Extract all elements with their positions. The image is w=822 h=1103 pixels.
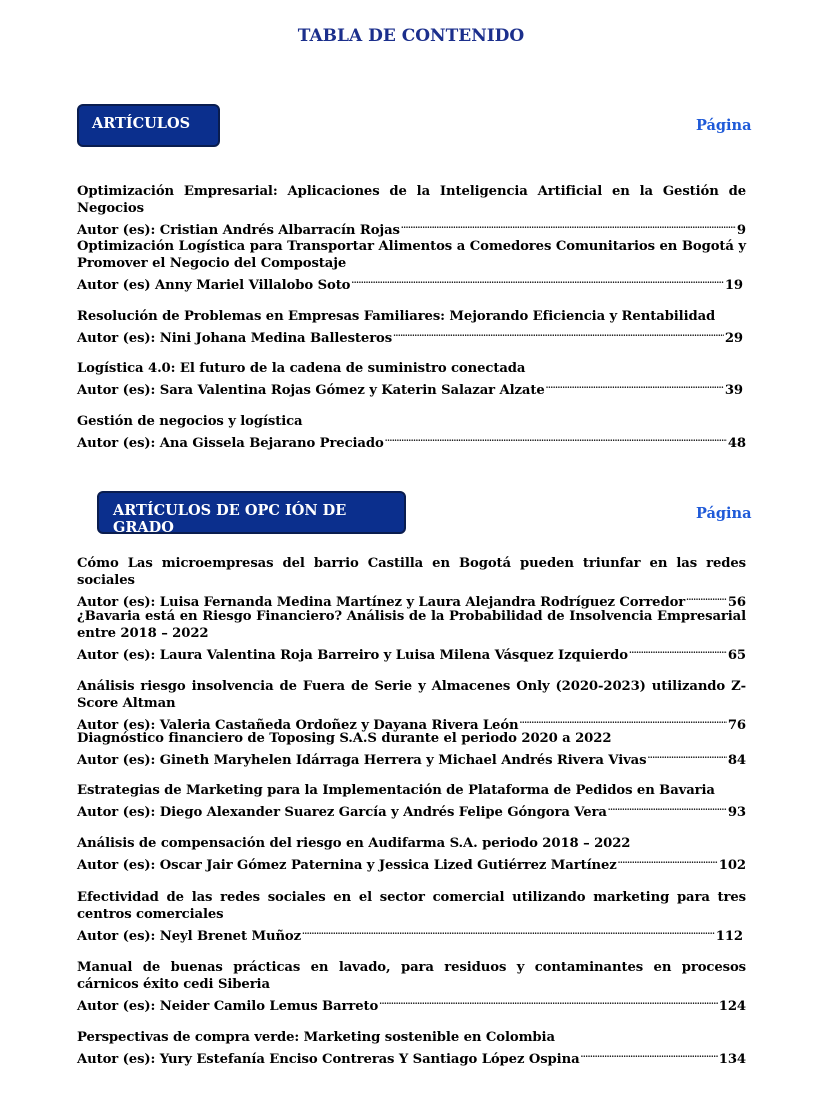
entry-title: Efectividad de las redes sociales en el sector comercial utilizando marketing para tres centros comerciales <box>77 890 746 922</box>
entry-page: 102 <box>718 858 746 873</box>
toc-entry[interactable] <box>77 308 746 347</box>
page-title: TABLA DE CONTENIDO <box>297 26 525 46</box>
entry-page: 9 <box>736 223 746 238</box>
entry-title: Análisis riesgo insolvencia de Fuera de Serie y Almacenes Only (2020-2023) utilizando Z- Score Altman <box>77 679 746 711</box>
entry-title: Cómo Las microempresas del barrio Castilla en Bogotá pueden triunfar en las redes sociales <box>77 556 746 588</box>
entry-page: 93 <box>727 805 746 820</box>
toc-entry[interactable] <box>77 678 746 734</box>
toc-entry[interactable] <box>77 238 746 294</box>
entry-title: Análisis de compensación del riesgo en Audifarma S.A. periodo 2018 – 2022 <box>77 836 631 851</box>
entry-title: Gestión de negocios y logística <box>77 414 303 429</box>
entry-page: 112 <box>715 929 743 944</box>
entry-page: 56 <box>727 595 746 610</box>
entry-page: 48 <box>727 436 746 451</box>
entry-author: Autor (es): Ana Gissela Bejarano Preciado <box>77 436 384 451</box>
entry-page: 76 <box>727 718 746 733</box>
entry-title: Estrategias de Marketing para la Implementación de Plataforma de Pedidos en Bavaria <box>77 783 715 798</box>
toc-entry[interactable] <box>77 555 746 611</box>
toc-entry[interactable] <box>77 959 746 1015</box>
entry-author: Autor (es): Cristian Andrés Albarracín Rojas <box>77 223 400 238</box>
entry-page: 19 <box>724 278 743 293</box>
section-label: ARTÍCULOS DE OPC IÓN DE GRADO <box>113 502 347 536</box>
toc-entry[interactable] <box>77 782 746 821</box>
entry-title: Logística 4.0: El futuro de la cadena de suministro conectada <box>77 361 526 376</box>
entry-author: Autor (es): Yury Estefanía Enciso Contreras Y Santiago López Ospina <box>77 1052 580 1067</box>
entry-title: Optimización Empresarial: Aplicaciones de la Inteligencia Artificial en la Gestión de Negocios <box>77 184 746 216</box>
toc-entry[interactable] <box>77 183 746 239</box>
section-header-articulos <box>77 104 220 147</box>
toc-entry[interactable] <box>77 608 746 664</box>
toc-entry[interactable] <box>77 360 746 399</box>
section-label: ARTÍCULOS <box>92 115 191 132</box>
page-column-header: Página <box>696 505 752 522</box>
toc-entry[interactable] <box>77 730 746 769</box>
entry-author: Autor (es): Laura Valentina Roja Barreiro y Luisa Milena Vásquez Izquierdo <box>77 648 628 663</box>
entry-page: 124 <box>718 999 746 1014</box>
entry-author: Autor (es): Diego Alexander Suarez García y Andrés Felipe Góngora Vera <box>77 805 607 820</box>
entry-author: Autor (es): Gineth Maryhelen Idárraga Herrera y Michael Andrés Rivera Vivas <box>77 753 647 768</box>
page-column-header: Página <box>696 117 752 134</box>
entry-author: Autor (es): Nini Johana Medina Ballesteros <box>77 331 393 346</box>
entry-author: Autor (es): Valeria Castañeda Ordoñez y Dayana Rivera León <box>77 718 519 733</box>
toc-entry[interactable] <box>77 413 746 452</box>
entry-page: 65 <box>727 648 746 663</box>
entry-title: Optimización Logística para Transportar Alimentos a Comedores Comunitarios en Bogotá y Promover el Negocio del Compostaje <box>77 239 746 271</box>
entry-title: Diagnóstico financiero de Toposing S.A.S durante el periodo 2020 a 2022 <box>77 731 612 746</box>
toc-entry[interactable] <box>77 835 746 874</box>
entry-page: 84 <box>727 753 746 768</box>
entry-author: Autor (es): Sara Valentina Rojas Gómez y Katerin Salazar Alzate <box>77 383 545 398</box>
entry-title: Resolución de Problemas en Empresas Familiares: Mejorando Eficiencia y Rentabilidad <box>77 309 716 324</box>
entry-author: Autor (es): Neyl Brenet Muñoz <box>77 929 302 944</box>
entry-title: Manual de buenas prácticas en lavado, para residuos y contaminantes en procesos cárnicos éxito cedi Siberia <box>77 960 746 992</box>
section-header-opcion-grado <box>97 491 406 534</box>
entry-title: Perspectivas de compra verde: Marketing sostenible en Colombia <box>77 1030 555 1045</box>
toc-entry[interactable] <box>77 1029 746 1068</box>
entry-author: Autor (es): Neider Camilo Lemus Barreto <box>77 999 379 1014</box>
toc-entry[interactable] <box>77 889 746 945</box>
entry-author: Autor (es): Oscar Jair Gómez Paternina y Jessica Lized Gutiérrez Martínez <box>77 858 617 873</box>
entry-page: 39 <box>724 383 743 398</box>
entry-author: Autor (es): Luisa Fernanda Medina Martínez y Laura Alejandra Rodríguez Corredor <box>77 595 686 610</box>
entry-title: ¿Bavaria está en Riesgo Financiero? Análisis de la Probabilidad de Insolvencia Empresarial entre 2018 – 2022 <box>77 609 746 641</box>
entry-author: Autor (es) Anny Mariel Villalobo Soto <box>77 278 351 293</box>
entry-page: 134 <box>718 1052 746 1067</box>
entry-page: 29 <box>724 331 743 346</box>
